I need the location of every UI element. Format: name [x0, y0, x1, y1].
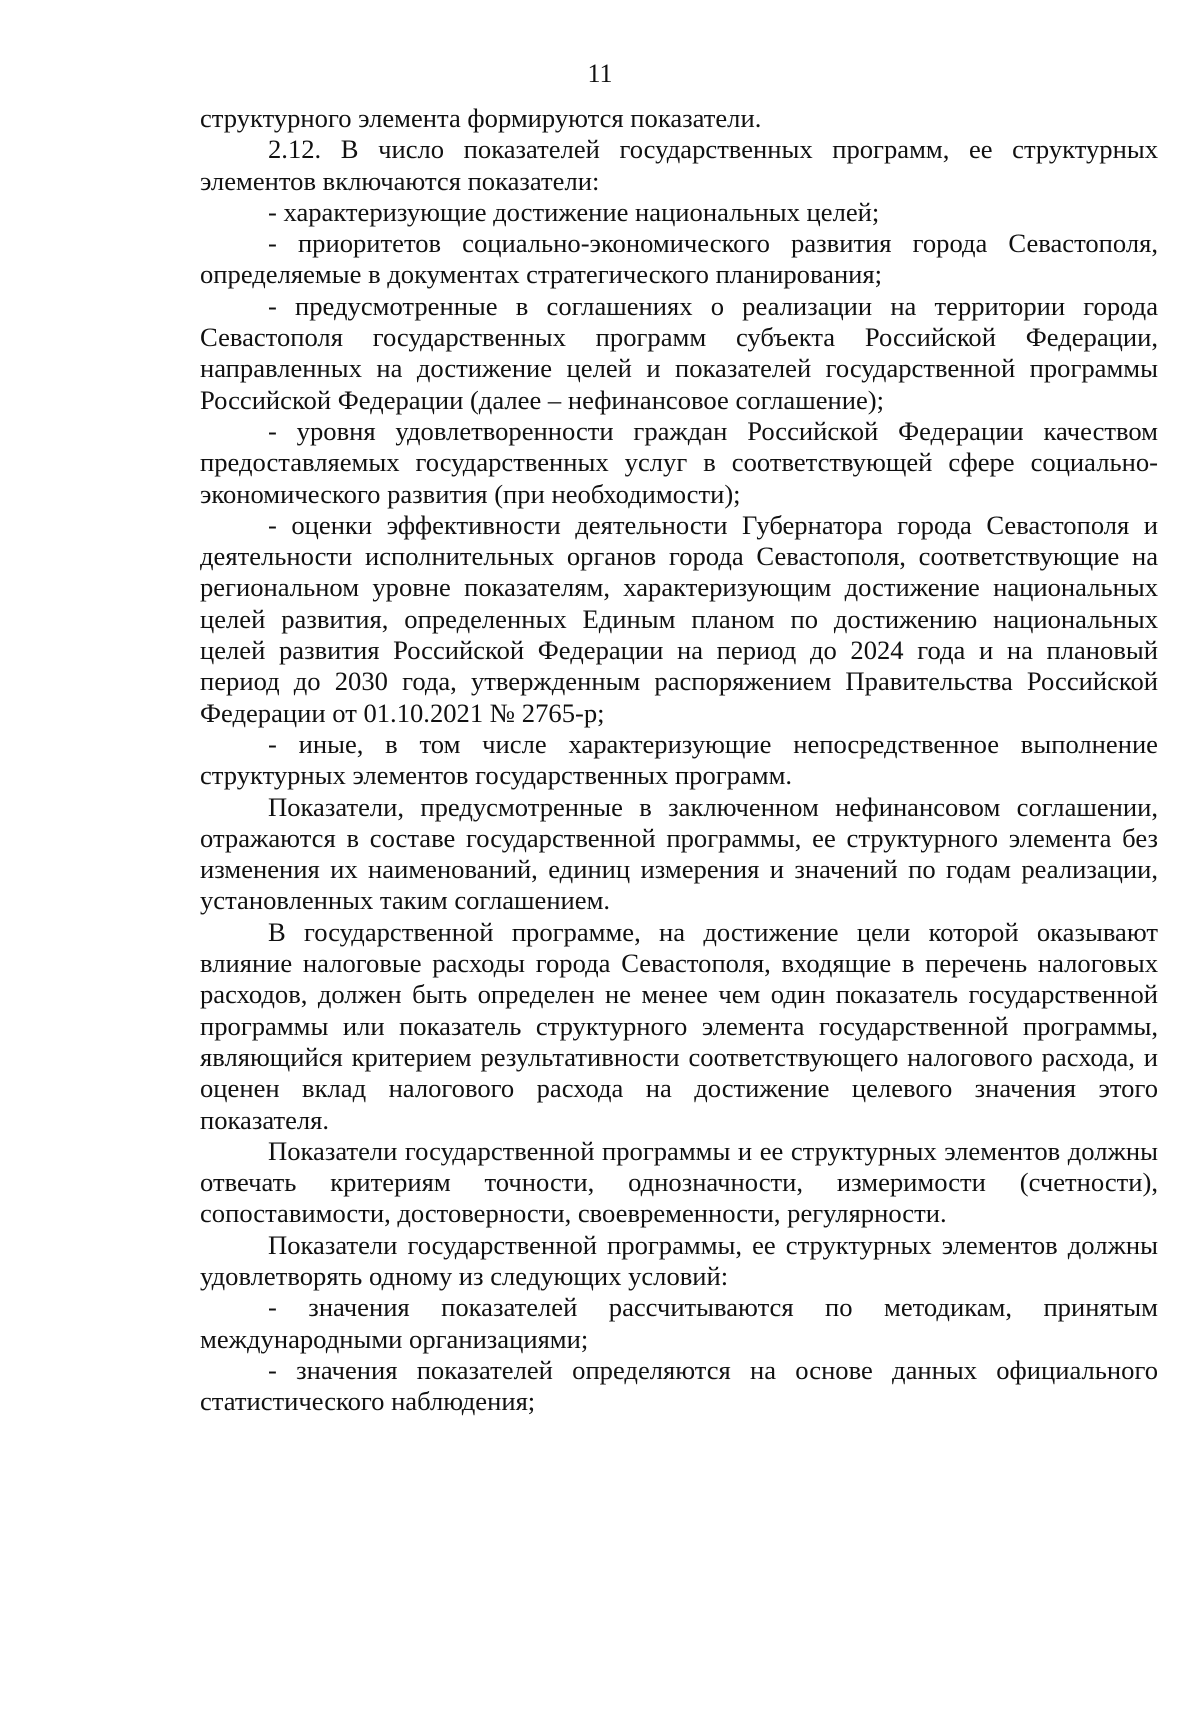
list-item: - оценки эффективности деятельности Губернатора города Севастополя и деятельности исполнительных органов города Севастополя, соответствующие на региональном уровне показателям, характеризующим достижение национальных целей развития, определенных Единым планом по достижению национальных целей развития Российской Федерации на период до 2024 года и на плановый период до 2030 года, утвержденным распоряжением Правительства Российской Федерации от 01.10.2021 № 2765-р;	[200, 509, 1158, 728]
paragraph: структурного элемента формируются показатели.	[200, 103, 762, 133]
list-item: - значения показателей рассчитываются по методикам, принятым международными организациями;	[200, 1292, 1158, 1354]
page-number: 11	[587, 59, 613, 88]
paragraph: 2.12. В число показателей государственных программ, ее структурных элементов включаются показатели:	[200, 134, 1158, 196]
paragraph: В государственной программе, на достижение цели которой оказывают влияние налоговые расходы города Севастополя, входящие в перечень налоговых расходов, должен быть определен не менее чем один показатель государственной программы или показатель структурного элемента государственной программы, являющийся критерием результативности соответствующего налогового расхода, и оценен вклад налогового расхода на достижение целевого значения этого показателя.	[200, 916, 1158, 1135]
list-item: - предусмотренные в соглашениях о реализации на территории города Севастополя государственных программ субъекта Российской Федерации, направленных на достижение целей и показателей государственной программы Российской Федерации (далее – нефинансовое соглашение);	[200, 290, 1158, 415]
list-item: - уровня удовлетворенности граждан Российской Федерации качеством предоставляемых государственных услуг в соответствующей сфере социально-экономического развития (при необходимости);	[200, 415, 1158, 509]
list-item: - характеризующие достижение национальных целей;	[268, 196, 880, 227]
document-body	[200, 103, 1158, 1417]
list-item: - значения показателей определяются на основе данных официального статистического наблюдения;	[200, 1354, 1158, 1417]
list-item: - приоритетов социально-экономического развития города Севастополя, определяемые в документах стратегического планирования;	[200, 228, 1158, 290]
list-item: - иные, в том числе характеризующие непосредственное выполнение структурных элементов государственных программ.	[200, 728, 1158, 791]
paragraph: Показатели государственной программы, ее структурных элементов должны удовлетворять одному из следующих условий:	[200, 1229, 1158, 1291]
paragraph: Показатели государственной программы и ее структурных элементов должны отвечать критериям точности, однозначности, измеримости (счетности), сопоставимости, достоверности, своевременности, регулярности.	[200, 1135, 1158, 1229]
paragraph: Показатели, предусмотренные в заключенном нефинансовом соглашении, отражаются в составе государственной программы, ее структурного элемента без изменения их наименований, единиц измерения и значений по годам реализации, установленных таким соглашением.	[200, 791, 1158, 916]
